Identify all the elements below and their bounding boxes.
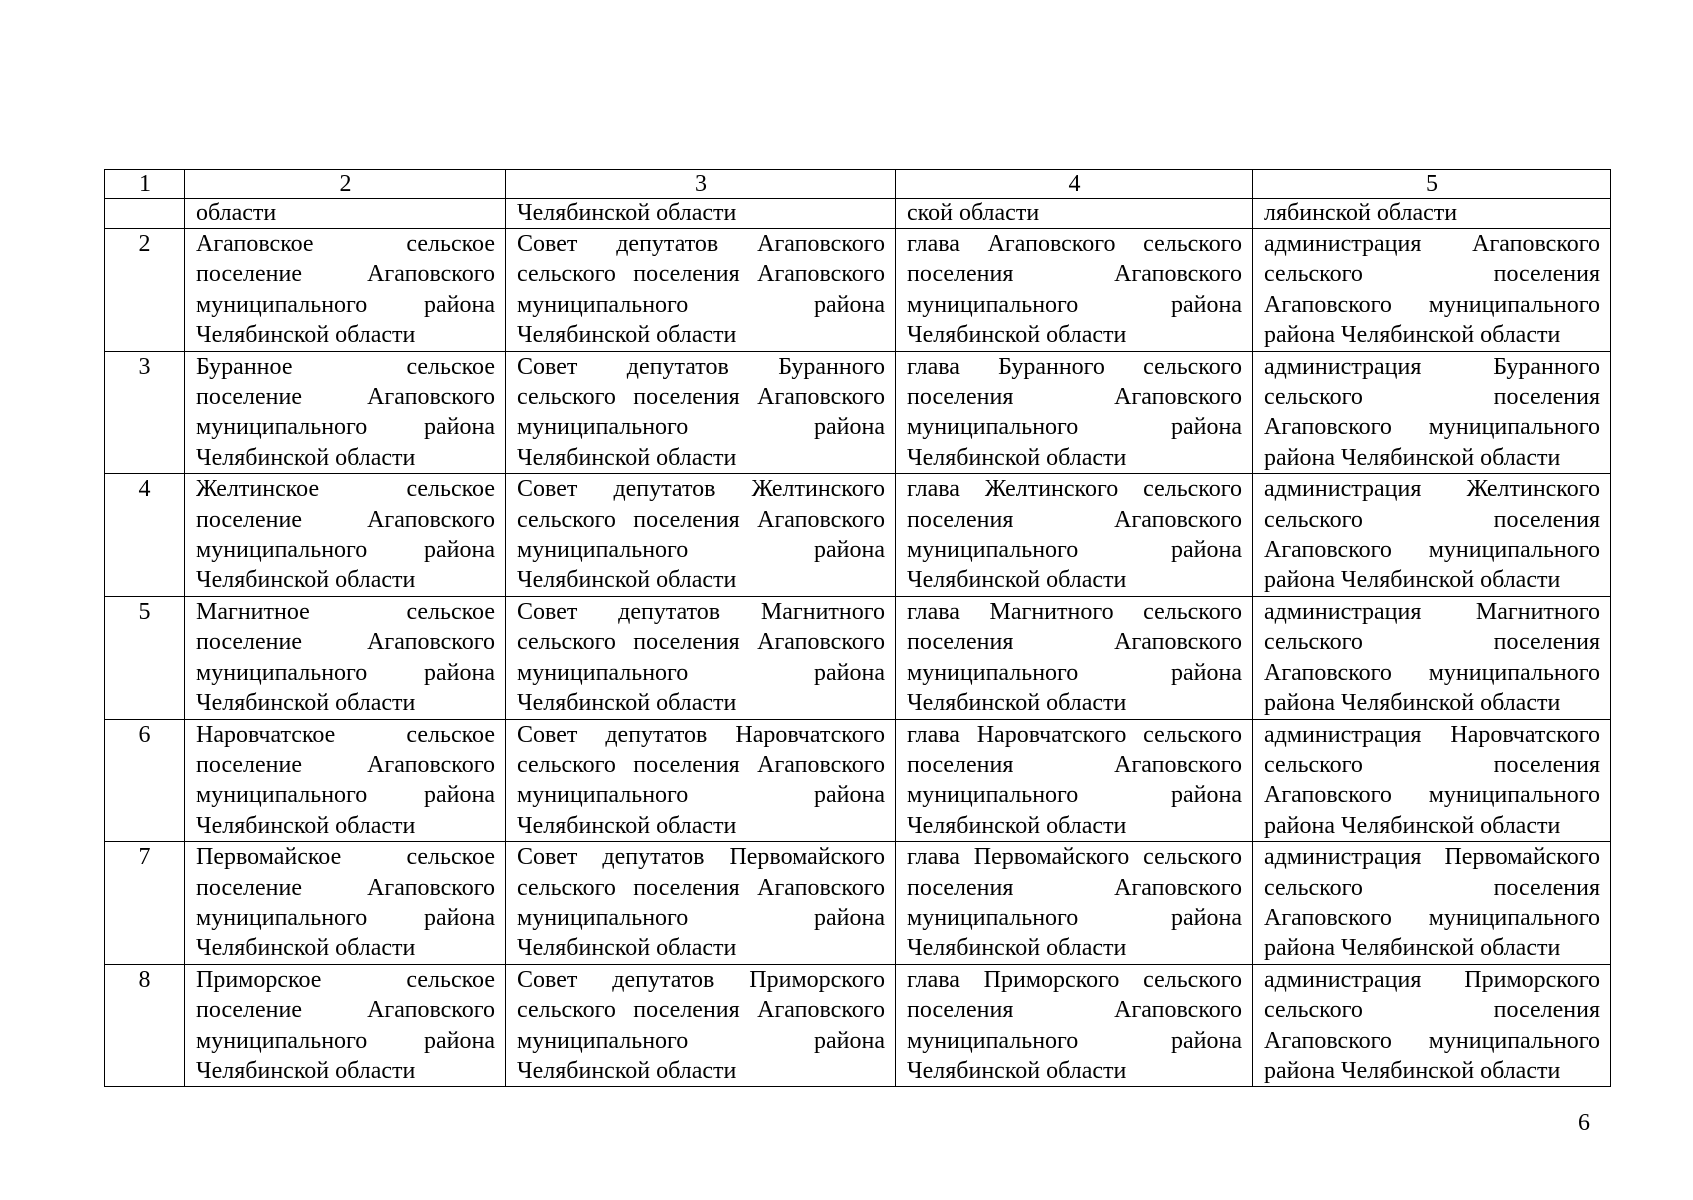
administration-cell: администрация Наровчатского сельского поселения Агаповского муниципального района Челябинской области	[1253, 719, 1611, 842]
council-cell: Совет депутатов Приморского сельского поселения Агаповского муниципального района Челябинской области	[506, 964, 896, 1087]
settlement-cell: Магнитное сельское поселение Агаповского муниципального района Челябинской области	[185, 596, 506, 719]
head-cell: глава Магнитного сельского поселения Агаповского муниципального района Челябинской области	[896, 596, 1253, 719]
column-number-2: 2	[185, 170, 506, 199]
head-cell: глава Буранного сельского поселения Агаповского муниципального района Челябинской области	[896, 351, 1253, 474]
column-number-5: 5	[1253, 170, 1611, 199]
council-cell: Совет депутатов Наровчатского сельского поселения Агаповского муниципального района Челябинской области	[506, 719, 896, 842]
settlement-cell: Приморское сельское поселение Агаповского муниципального района Челябинской области	[185, 964, 506, 1087]
row-number-cell: 5	[105, 596, 185, 719]
head-cell: глава Наровчатского сельского поселения Агаповского муниципального района Челябинской области	[896, 719, 1253, 842]
head-cell: глава Агаповского сельского поселения Агаповского муниципального района Челябинской области	[896, 229, 1253, 352]
row-number-cell: 8	[105, 964, 185, 1087]
head-cell: глава Желтинского сельского поселения Агаповского муниципального района Челябинской области	[896, 474, 1253, 597]
administration-cell: администрация Буранного сельского поселения Агаповского муниципального района Челябинской области	[1253, 351, 1611, 474]
council-cell: Совет депутатов Первомайского сельского поселения Агаповского муниципального района Челябинской области	[506, 842, 896, 965]
row-number-cell: 4	[105, 474, 185, 597]
administration-cell: администрация Первомайского сельского поселения Агаповского муниципального района Челябинской области	[1253, 842, 1611, 965]
continuation-settlement-cell: области	[185, 199, 506, 229]
continuation-number-cell	[105, 199, 185, 229]
row-number-cell: 2	[105, 229, 185, 352]
administration-cell: администрация Желтинского сельского поселения Агаповского муниципального района Челябинской области	[1253, 474, 1611, 597]
column-number-3: 3	[506, 170, 896, 199]
row-number-cell: 3	[105, 351, 185, 474]
continuation-council-cell: Челябинской области	[506, 199, 896, 229]
council-cell: Совет депутатов Желтинского сельского поселения Агаповского муниципального района Челябинской области	[506, 474, 896, 597]
page-number: 6	[1578, 1110, 1590, 1136]
administration-cell: администрация Агаповского сельского поселения Агаповского муниципального района Челябинской области	[1253, 229, 1611, 352]
council-cell: Совет депутатов Магнитного сельского поселения Агаповского муниципального района Челябинской области	[506, 596, 896, 719]
column-number-4: 4	[896, 170, 1253, 199]
settlements-table	[104, 169, 1611, 1087]
column-number-row	[105, 170, 1611, 199]
table-row	[105, 596, 1611, 719]
continuation-head-cell: ской области	[896, 199, 1253, 229]
settlement-cell: Первомайское сельское поселение Агаповского муниципального района Челябинской области	[185, 842, 506, 965]
table-row	[105, 351, 1611, 474]
administration-cell: администрация Приморского сельского поселения Агаповского муниципального района Челябинской области	[1253, 964, 1611, 1087]
administration-cell: администрация Магнитного сельского поселения Агаповского муниципального района Челябинской области	[1253, 596, 1611, 719]
row-number-cell: 6	[105, 719, 185, 842]
table-row	[105, 229, 1611, 352]
table-row	[105, 719, 1611, 842]
head-cell: глава Приморского сельского поселения Агаповского муниципального района Челябинской области	[896, 964, 1253, 1087]
continuation-administration-cell: лябинской области	[1253, 199, 1611, 229]
settlement-cell: Агаповское сельское поселение Агаповского муниципального района Челябинской области	[185, 229, 506, 352]
settlement-cell: Наровчатское сельское поселение Агаповского муниципального района Челябинской области	[185, 719, 506, 842]
table-row	[105, 474, 1611, 597]
settlement-cell: Буранное сельское поселение Агаповского муниципального района Челябинской области	[185, 351, 506, 474]
continuation-row	[105, 199, 1611, 229]
head-cell: глава Первомайского сельского поселения Агаповского муниципального района Челябинской области	[896, 842, 1253, 965]
settlement-cell: Желтинское сельское поселение Агаповского муниципального района Челябинской области	[185, 474, 506, 597]
column-number-1: 1	[105, 170, 185, 199]
council-cell: Совет депутатов Агаповского сельского поселения Агаповского муниципального района Челябинской области	[506, 229, 896, 352]
table-row	[105, 842, 1611, 965]
council-cell: Совет депутатов Буранного сельского поселения Агаповского муниципального района Челябинской области	[506, 351, 896, 474]
row-number-cell: 7	[105, 842, 185, 965]
table-row	[105, 964, 1611, 1087]
